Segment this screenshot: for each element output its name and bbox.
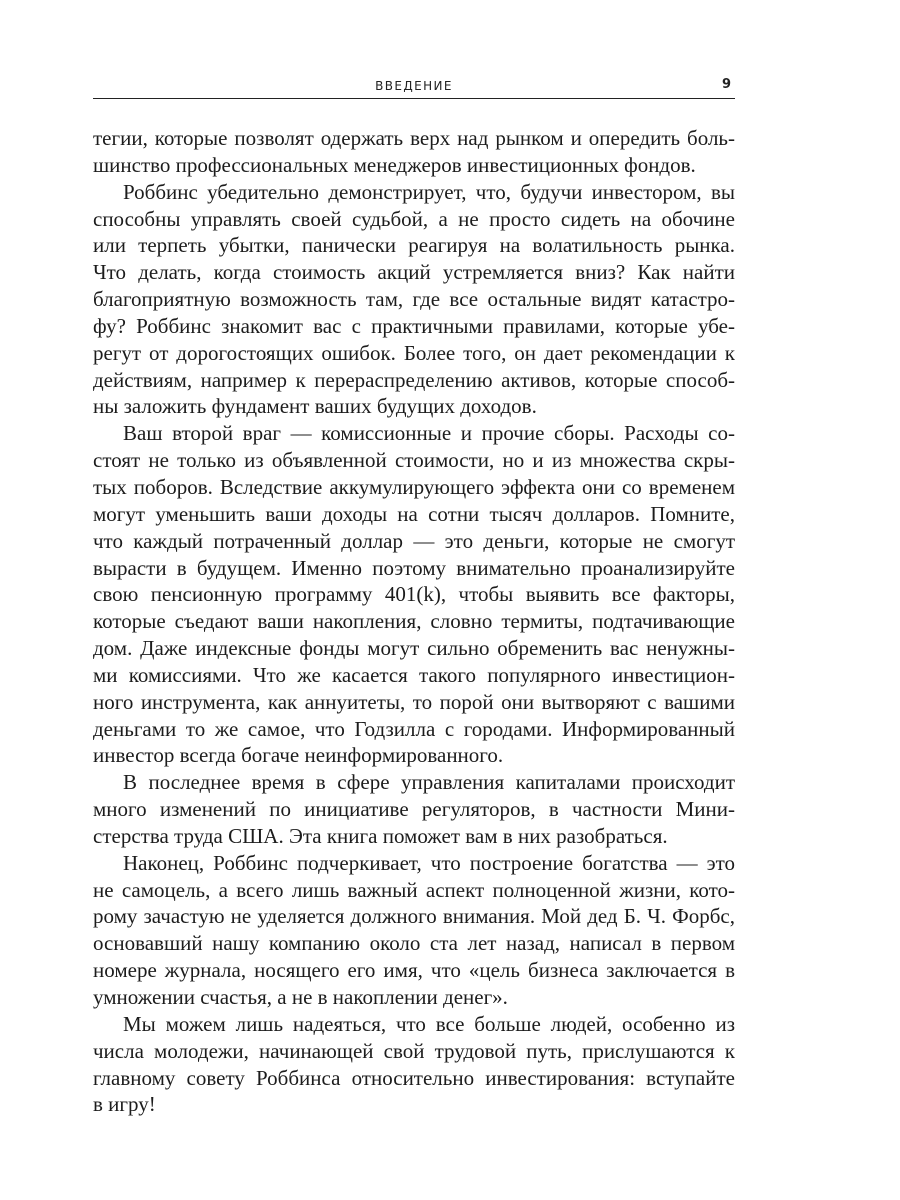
text-line: действиям, например к перераспределению активов, которые способ- xyxy=(93,367,735,392)
text-line: шинство профессиональных менеджеров инвестиционных фондов. xyxy=(93,152,696,177)
text-line: стерства труда США. Эта книга поможет вам в них разобраться. xyxy=(93,823,668,848)
text-line: рому зачастую не уделяется должного внимания. Мой дед Б. Ч. Форбс, xyxy=(93,904,735,929)
text-line: умножении счастья, а не в накоплении денег». xyxy=(93,985,508,1009)
text-line: фу? Роббинс знакомит вас с практичными правилами, которые убе- xyxy=(93,313,735,338)
body-text xyxy=(93,125,735,1118)
text-line: Что делать, когда стоимость акций устремляется вниз? Как найти xyxy=(93,260,735,285)
text-line: номере журнала, носящего его имя, что «цель бизнеса заключается в xyxy=(93,958,735,983)
page-number: 9 xyxy=(721,77,731,92)
text-line: способны управлять своей судьбой, а не просто сидеть на обочине xyxy=(93,206,735,231)
text-line: не самоцель, а всего лишь важный аспект полноценной жизни, кото- xyxy=(93,877,735,902)
text-line: главному совету Роббинса относительно инвестирования: вступайте xyxy=(93,1065,735,1090)
text-line: свою пенсионную программу 401(k), чтобы выявить все факторы, xyxy=(93,582,735,607)
text-line: Роббинс убедительно демонстрирует, что, будучи инвестором, вы xyxy=(123,179,735,204)
text-line: которые съедают ваши накопления, словно термиты, подтачивающие xyxy=(93,609,735,634)
text-line: Мы можем лишь надеяться, что все больше людей, особенно из xyxy=(123,1011,735,1036)
text-line: вырасти в будущем. Именно поэтому внимательно проанализируйте xyxy=(93,555,735,580)
page-header xyxy=(93,76,735,99)
text-line: дом. Даже индексные фонды могут сильно обременить вас ненужны- xyxy=(93,636,735,661)
text-line: благоприятную возможность там, где все остальные видят катастро- xyxy=(93,287,735,312)
text-line: инвестор всегда богаче неинформированного. xyxy=(93,743,504,768)
text-line: много изменений по инициативе регуляторов, в частности Мини- xyxy=(93,797,735,822)
text-line: стоят не только из объявленной стоимости, но и из множества скры- xyxy=(93,448,735,473)
text-line: или терпеть убытки, панически реагируя на волатильность рынка. xyxy=(93,233,735,258)
text-line: Наконец, Роббинс подчеркивает, что построение богатства — это xyxy=(123,850,735,875)
text-line: могут уменьшить ваши доходы на сотни тысяч долларов. Помните, xyxy=(93,501,735,526)
running-head: ВВЕДЕНИЕ xyxy=(375,79,453,93)
text-line: регут от дорогостоящих ошибок. Более того, он дает рекомендации к xyxy=(93,340,735,365)
text-line: числа молодежи, начинающей свой трудовой путь, прислушаются к xyxy=(93,1038,735,1063)
text-line: ного инструмента, как аннуитеты, то порой они вытворяют с вашими xyxy=(93,689,735,714)
text-line: основавший нашу компанию около ста лет назад, написал в первом xyxy=(93,931,735,956)
text-line: тых поборов. Вследствие аккумулирующего эффекта они со временем xyxy=(93,474,735,499)
text-line: Ваш второй враг — комиссионные и прочие сборы. Расходы со- xyxy=(123,421,735,446)
text-line: что каждый потраченный доллар — это деньги, которые не смогут xyxy=(93,528,735,553)
text-line: В последнее время в сфере управления капиталами происходит xyxy=(123,770,735,795)
text-line: деньгами то же самое, что Годзилла с городами. Информированный xyxy=(93,716,735,741)
text-line: в игру! xyxy=(93,1092,156,1117)
text-line: ны заложить фундамент ваших будущих доходов. xyxy=(93,394,537,419)
text-line: тегии, которые позволят одержать верх над рынком и опередить боль- xyxy=(93,126,735,150)
text-line: ми комиссиями. Что же касается такого популярного инвестицион- xyxy=(93,662,735,687)
